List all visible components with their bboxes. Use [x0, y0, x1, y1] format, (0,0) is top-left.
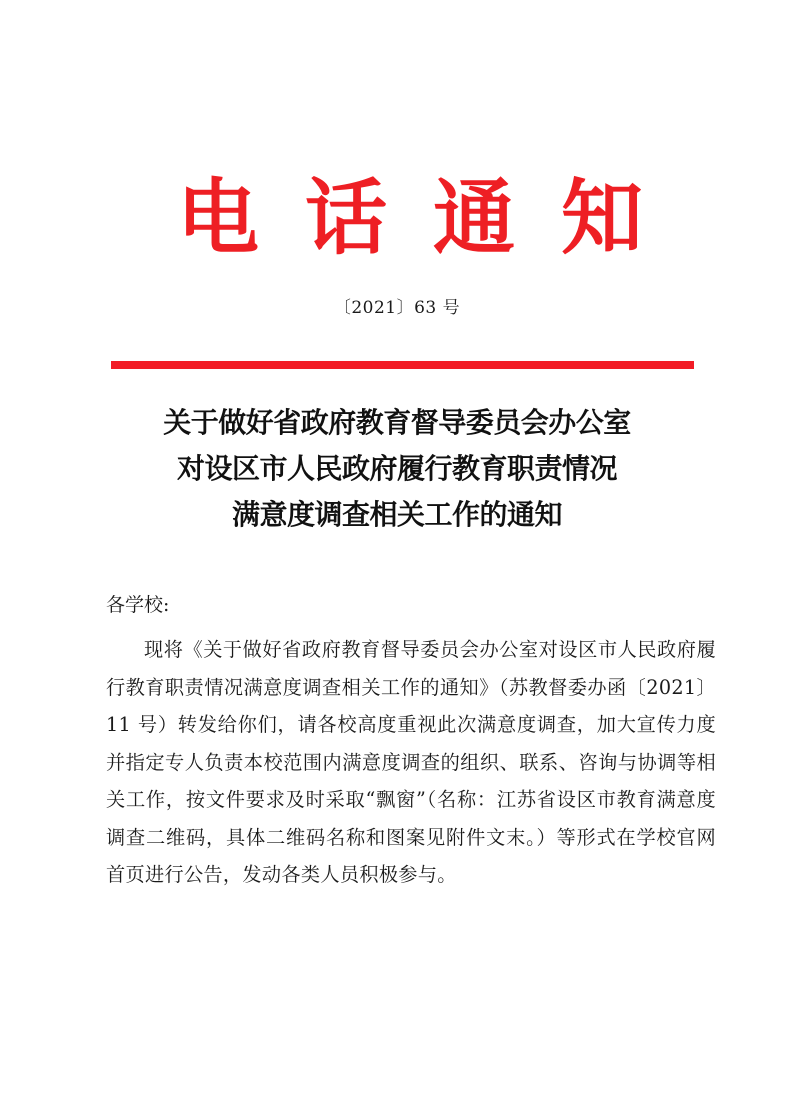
subject-line-3: 满意度调查相关工作的通知	[231, 498, 562, 531]
header-title-char-1: 电	[176, 170, 259, 266]
header-title-char-4: 知	[560, 170, 643, 266]
document-subject	[0, 400, 794, 538]
header-title-char-3: 通	[432, 170, 515, 266]
header-title-char-2: 话	[304, 170, 387, 266]
salutation: 各学校:	[106, 594, 170, 616]
red-divider-rule	[111, 361, 694, 369]
body-paragraph: 现将《关于做好省政府教育督导委员会办公室对设区市人民政府履行教育职责情况满意度调查相关工作的通知》（苏教督委办函〔2021〕11 号）转发给你们，请各校高度重视此次满意度调查，加大宣传力度并指定专人负责本校范围内满意度调查的组织、联系、咨询与协调等相关工作，按文件要求及时采取“飘窗”（名称：江苏省设区市教育满意度调查二维码，具体二维码名称和图案见附件文末。）等形式在学校官网首页进行公告，发动各类人员积极参与。	[106, 638, 716, 886]
document-number: 〔2021〕63 号	[333, 298, 461, 318]
subject-line-1: 关于做好省政府教育督导委员会办公室	[163, 406, 631, 439]
subject-line-2: 对设区市人民政府履行教育职责情况	[176, 452, 617, 485]
document-header-title	[170, 168, 650, 268]
